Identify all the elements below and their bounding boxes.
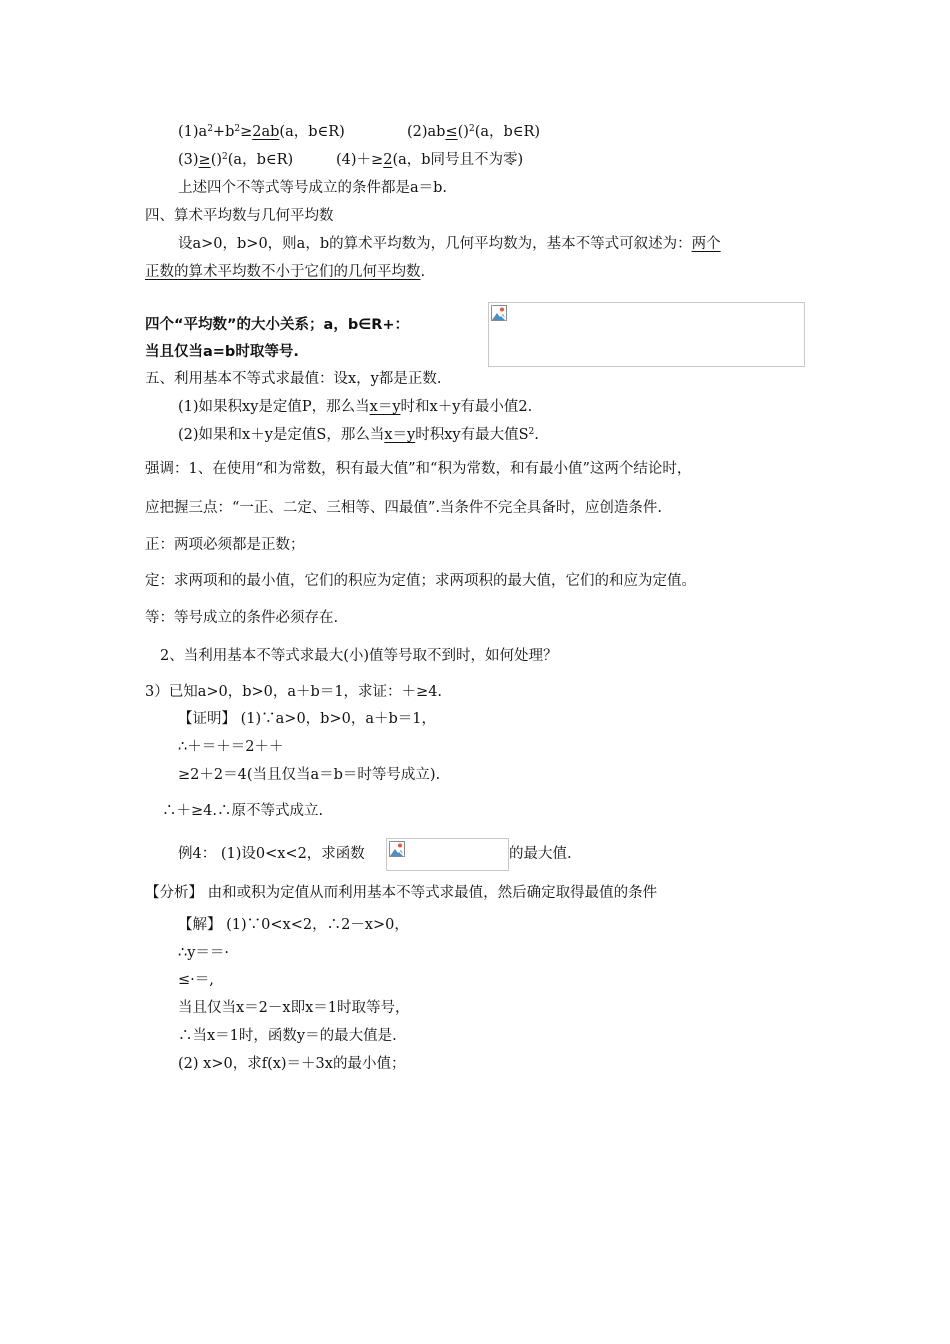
- emphasis-ding: 定：求两项和的最小值，它们的积应为定值；求两项积的最大值，它们的和应为定值。: [145, 573, 696, 589]
- s5-item2-text: (2)如果和x＋y是定值S，那么当: [178, 427, 385, 443]
- solution-line6: (2) x>0，求f(x)＝＋3x的最小值；: [178, 1056, 406, 1072]
- s5-item1-result: 时和x＋y有最小值2.: [400, 399, 533, 415]
- broken-image-icon: [491, 305, 507, 321]
- example4-suffix: 的最大值.: [509, 846, 572, 862]
- ineq1-ge: ≥: [240, 124, 253, 140]
- emphasis-deng: 等：等号成立的条件必须存在.: [145, 610, 339, 626]
- example3-proof-line3: ≥2＋2＝4(当且仅当a＝b＝时等号成立).: [178, 767, 441, 783]
- ineq3-condition: (a，b∈R): [227, 152, 294, 168]
- example4-prefix: 例4： (1)设0<x<2，求函数: [178, 846, 365, 862]
- inequality-line-1: [178, 122, 345, 142]
- broken-image-icon: [389, 841, 405, 857]
- section4-paragraph-line1: [178, 234, 721, 254]
- section5-item2: [178, 425, 539, 445]
- ineq3-prefix: (3): [178, 152, 199, 168]
- section4-paragraph-line2: [145, 262, 425, 282]
- inequality-4: [336, 150, 523, 170]
- inequality-line-2: [178, 150, 293, 170]
- equality-note: 上述四个不等式等号成立的条件都是a＝b.: [178, 180, 448, 196]
- section4-heading: 四、算术平均数与几何平均数: [145, 208, 334, 224]
- ineq4-prefix: (4)＋≥: [336, 152, 384, 168]
- section5-heading: 五、利用基本不等式求最值：设x，y都是正数.: [145, 371, 442, 387]
- function-formula-image: [386, 838, 509, 871]
- example3-statement: 3）已知a>0，b>0，a＋b＝1，求证：＋≥4.: [145, 684, 443, 700]
- example3-proof-line4: ∴＋≥4.∴原不等式成立.: [162, 803, 324, 819]
- analysis: 【分析】 由和或积为定值从而利用基本不等式求最值，然后确定取得最值的条件: [145, 885, 658, 901]
- ineq1-answer: 2ab: [252, 124, 280, 140]
- ineq2-mid: (): [457, 124, 469, 140]
- inequality-2: [407, 122, 540, 142]
- s5-item2-result: 时积xy有最大值S: [415, 427, 529, 443]
- emphasis-2: 2、当利用基本不等式求最大(小)值等号取不到时，如何处理？: [160, 648, 558, 664]
- solution-line1: 【解】 (1)∵0<x<2，∴2－x>0，: [178, 917, 409, 933]
- solution-line4: 当且仅当x＝2－x即x＝1时取等号，: [178, 1000, 410, 1016]
- ineq4-answer: 2: [383, 152, 393, 168]
- s5-item2-period: .: [534, 427, 539, 443]
- emphasis-1a: 强调：1、在使用“和为常数，积有最大值”和“积为常数，和有最小值”这两个结论时，: [145, 461, 692, 477]
- solution-line2: ∴y＝＝·: [178, 945, 230, 961]
- s5-item2-answer: x＝y: [384, 427, 416, 443]
- ineq1-prefix: (1)a: [178, 124, 208, 140]
- ineq2-prefix: (2)ab: [407, 124, 446, 140]
- four-means-equality: 当且仅当a=b时取等号.: [145, 344, 299, 360]
- ineq1-mid: +b: [212, 124, 235, 140]
- ineq3-mid: (): [210, 152, 223, 168]
- ineq2-condition: (a，b∈R): [474, 124, 541, 140]
- sup-2: 2: [468, 124, 475, 134]
- sup-2: 2: [222, 152, 228, 162]
- solution-line3: ≤·＝,: [178, 972, 214, 988]
- emphasis-zheng: 正：两项必须都是正数；: [145, 537, 305, 553]
- s5-item1-answer: x＝y: [369, 399, 401, 415]
- sup-2: 2: [234, 124, 241, 134]
- section4-period: .: [420, 264, 426, 280]
- section4-underlined-start: 两个: [691, 236, 721, 252]
- sup-2: 2: [207, 124, 213, 134]
- solution-line5: ∴当x＝1时，函数y＝的最大值是.: [178, 1028, 397, 1044]
- ineq3-answer: ≥: [198, 152, 211, 168]
- example3-proof-line2: ∴＋＝＋＝2＋＋: [178, 739, 284, 755]
- means-formula-image: [488, 302, 805, 367]
- ineq1-condition: (a，b∈R): [279, 124, 345, 140]
- section4-underlined: 正数的算术平均数不小于它们的几何平均数: [145, 264, 421, 280]
- section4-text: 设a>0，b>0，则a，b的算术平均数为，几何平均数为，基本不等式可叙述为：: [178, 236, 692, 252]
- ineq2-answer: ≤: [445, 124, 458, 140]
- sup-2: 2: [528, 427, 535, 437]
- section5-item1: [178, 397, 532, 417]
- emphasis-1b: 应把握三点：“一正、二定、三相等、四最值”.当条件不完全具备时，应创造条件.: [145, 500, 663, 516]
- s5-item1-text: (1)如果积xy是定值P，那么当: [178, 399, 370, 415]
- four-means-relation: 四个“平均数”的大小关系；a，b∈R+：: [145, 317, 410, 333]
- example3-proof-line1: 【证明】 (1)∵a>0，b>0，a＋b＝1，: [178, 711, 436, 727]
- ineq4-condition: (a，b同号且不为零): [392, 152, 524, 168]
